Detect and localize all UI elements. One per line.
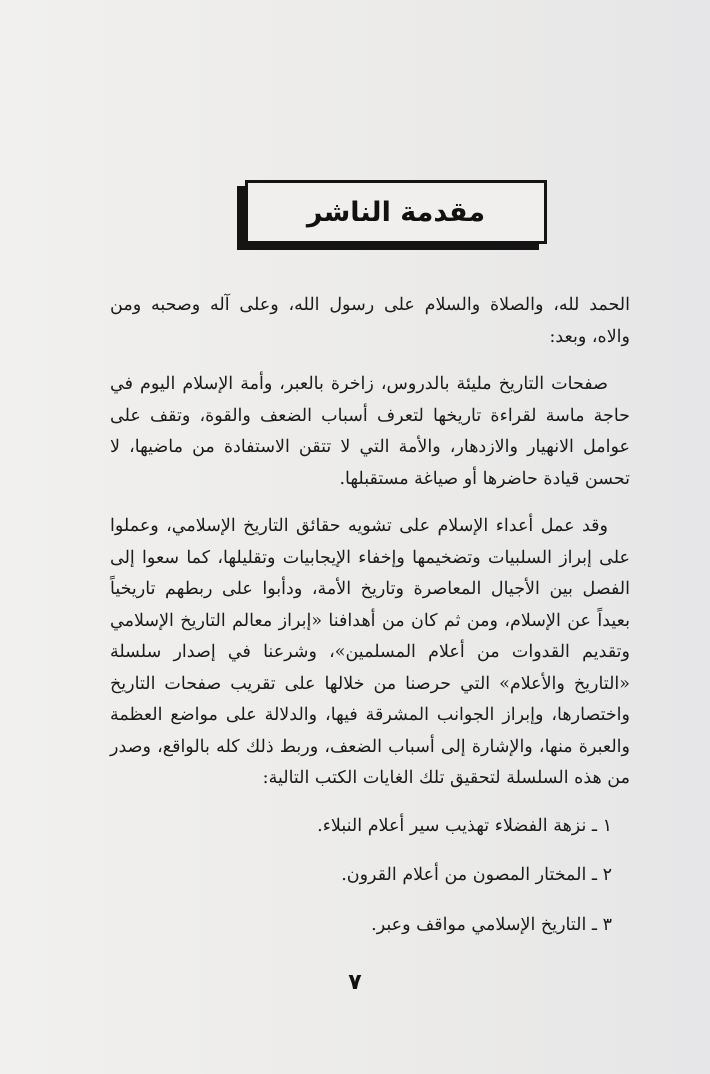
title-box	[237, 180, 547, 250]
book-list	[110, 811, 630, 942]
page-title: مقدمة الناشر	[306, 196, 486, 228]
list-item: ٢ ـ المختار المصون من أعلام القرون.	[341, 865, 612, 885]
paragraph-series-intro: وقد عمل أعداء الإسلام على تشويه حقائق التاريخ الإسلامي، وعملوا على إبراز السلبيات وتضخيمها وإخفاء الإيجابيات وتقليلها، كما سعوا إلى الفصل بين الأجيال المعاصرة وتاريخ الأمة، ودأبوا على ربطهم تاريخياً بعيداً عن الإسلام، ومن ثم كان من أهدافنا «إبراز معالم التاريخ الإسلامي وتقديم القدوات من أعلام المسلمين»، وشرعنا في إصدار سلسلة «التاريخ والأعلام» التي حرصنا من خلالها على تقريب صفحات التاريخ واختصارها، وإبراز الجوانب المشرقة فيها، والدلالة على مواضع العظمة والعبرة منها، والإشارة إلى أسباب الضعف، وربط ذلك كله بالواقع، وصدر من هذه السلسلة لتحقيق تلك الغايات الكتب التالية:	[110, 516, 630, 788]
page-number: ٧	[348, 970, 362, 995]
list-item: ٣ ـ التاريخ الإسلامي مواقف وعبر.	[371, 914, 612, 935]
paragraph-history-lessons: صفحات التاريخ مليئة بالدروس، زاخرة بالعبر، وأمة الإسلام اليوم في حاجة ماسة لقراءة تاريخها لتعرف أسباب الضعف والقوة، وتقف على عوامل الانهيار والازدهار، والأمة التي لا تتقن الاستفادة من ماضيها، لا تحسن قيادة حاضرها أو صياغة مستقبلها.	[110, 374, 630, 489]
title-frame	[245, 180, 547, 244]
body-text	[110, 290, 630, 959]
paragraph-opening: الحمد لله، والصلاة والسلام على رسول الله، وعلى آله وصحبه ومن والاه، وبعد:	[110, 295, 630, 347]
list-item: ١ ـ نزهة الفضلاء تهذيب سير أعلام النبلاء.	[317, 815, 612, 836]
